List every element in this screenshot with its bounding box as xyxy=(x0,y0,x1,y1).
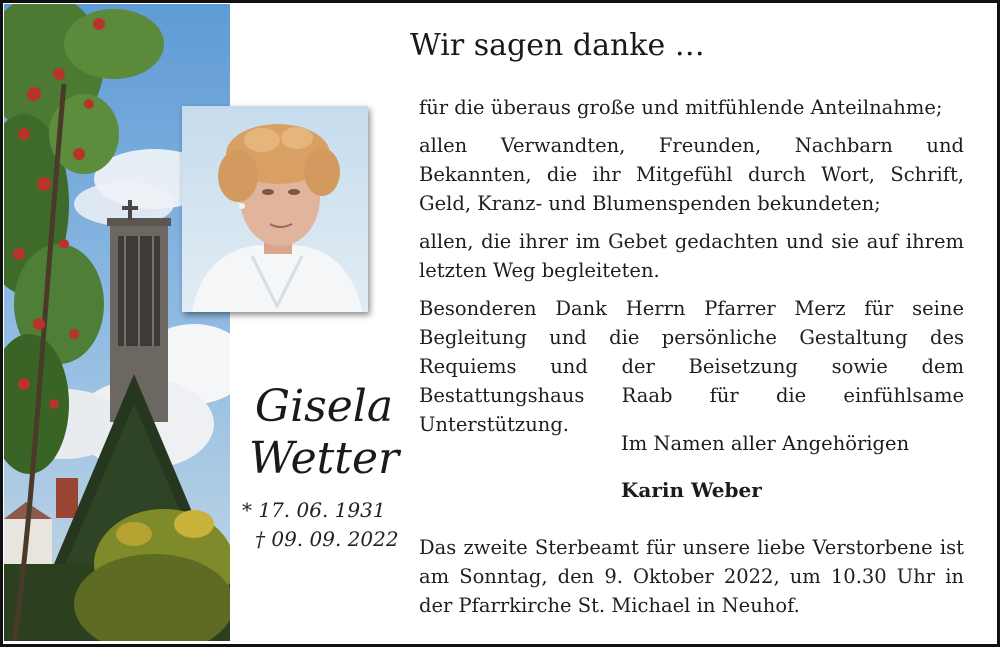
thanks-paragraph-4: Besonderen Dank Herrn Pfarrer Merz für seine Begleitung und die persönliche Gestaltung des Requiems und der Beisetzung sowie dem Bestattungshaus Raab für die einfühlsame Unterstützung. xyxy=(419,297,964,436)
signature-name: Karin Weber xyxy=(621,478,762,502)
deceased-first-name: Gisela xyxy=(254,381,394,432)
portrait-photo xyxy=(182,106,368,312)
deceased-last-name: Wetter xyxy=(248,433,400,484)
memorial-mass-notice: Das zweite Sterbeamt für unsere liebe Verstorbene ist am Sonntag, den 9. Oktober 2022, um 10.30 Uhr in der Pfarrkirche St. Michael in Neuhof. xyxy=(419,536,964,617)
thanks-paragraph-3: allen, die ihrer im Gebet gedachten und sie auf ihrem letzten Weg begleiteten. xyxy=(419,230,964,282)
signature-line: Im Namen aller Angehörigen xyxy=(621,432,910,455)
church-photo xyxy=(4,4,230,641)
death-date: † 09. 09. 2022 xyxy=(255,527,399,551)
notice-heading: Wir sagen danke … xyxy=(410,28,705,63)
birth-date: * 17. 06. 1931 xyxy=(242,498,386,522)
thanks-paragraph-2: allen Verwandten, Freunden, Nachbarn und Bekannten, die ihr Mitgefühl durch Wort, Schrift, Geld, Kranz- und Blumenspenden bekundeten; xyxy=(419,134,964,215)
thanks-paragraph-1: für die überaus große und mitfühlende Anteilnahme; xyxy=(419,96,943,119)
